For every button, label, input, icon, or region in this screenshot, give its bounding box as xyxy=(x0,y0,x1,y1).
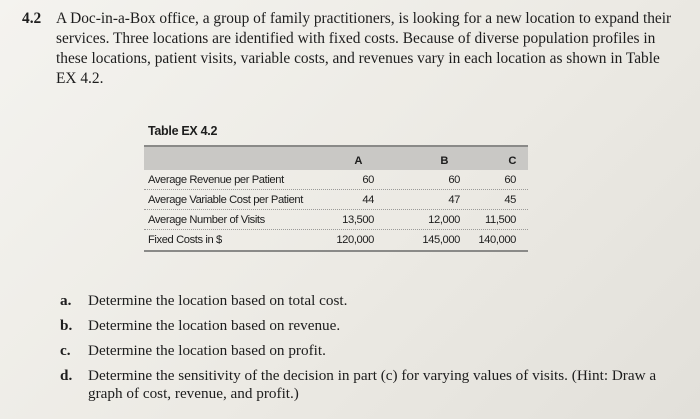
problem-number: 4.2 xyxy=(22,10,42,27)
question-item xyxy=(60,367,680,411)
table-row xyxy=(144,170,528,190)
cell-b: 145,000 xyxy=(422,234,460,246)
question-text: Determine the sensitivity of the decision in part (c) for varying values of visits. (Hint: Draw a graph of cost, revenue, and profit.) xyxy=(88,367,657,402)
row-label: Average Variable Cost per Patient xyxy=(148,193,303,206)
column-header-b: B xyxy=(440,155,448,167)
table-row xyxy=(144,230,528,252)
cell-b: 47 xyxy=(448,193,460,206)
cell-b: 12,000 xyxy=(428,213,460,226)
cell-a: 44 xyxy=(362,193,374,206)
data-table xyxy=(144,145,528,252)
table-header xyxy=(144,145,528,170)
cell-c: 60 xyxy=(504,173,516,186)
question-item xyxy=(60,292,680,317)
question-text: Determine the location based on profit. xyxy=(88,342,326,359)
cell-a: 60 xyxy=(362,173,374,186)
problem-text: A Doc-in-a-Box office, a group of family practitioners, is looking for a new location to expand their services. Three locations are identified with fixed costs. Because of diverse population profiles in these locations, patient visits, variable costs, and revenues vary in each location as shown in Table EX 4.2. xyxy=(56,10,672,87)
cell-c: 11,500 xyxy=(485,213,516,226)
row-label: Average Number of Visits xyxy=(148,213,265,226)
question-letter: c. xyxy=(60,342,71,359)
table-row xyxy=(144,210,528,230)
cell-b: 60 xyxy=(448,173,460,186)
problem-statement xyxy=(22,9,682,89)
question-text: Determine the location based on revenue. xyxy=(88,317,341,334)
table-title: Table EX 4.2 xyxy=(148,124,218,138)
row-label: Average Revenue per Patient xyxy=(148,173,284,186)
question-list xyxy=(60,292,680,411)
question-item xyxy=(60,342,680,367)
question-letter: b. xyxy=(60,317,73,334)
cell-c: 140,000 xyxy=(478,234,516,246)
question-text: Determine the location based on total cost. xyxy=(88,292,348,309)
question-letter: a. xyxy=(60,292,72,309)
question-letter: d. xyxy=(60,367,73,384)
cell-a: 13,500 xyxy=(342,213,374,226)
table-row xyxy=(144,190,528,210)
cell-a: 120,000 xyxy=(336,234,374,246)
cell-c: 45 xyxy=(504,193,516,206)
question-item xyxy=(60,317,680,342)
column-header-c: C xyxy=(508,155,516,167)
row-label: Fixed Costs in $ xyxy=(148,234,222,246)
column-header-a: A xyxy=(354,155,362,167)
